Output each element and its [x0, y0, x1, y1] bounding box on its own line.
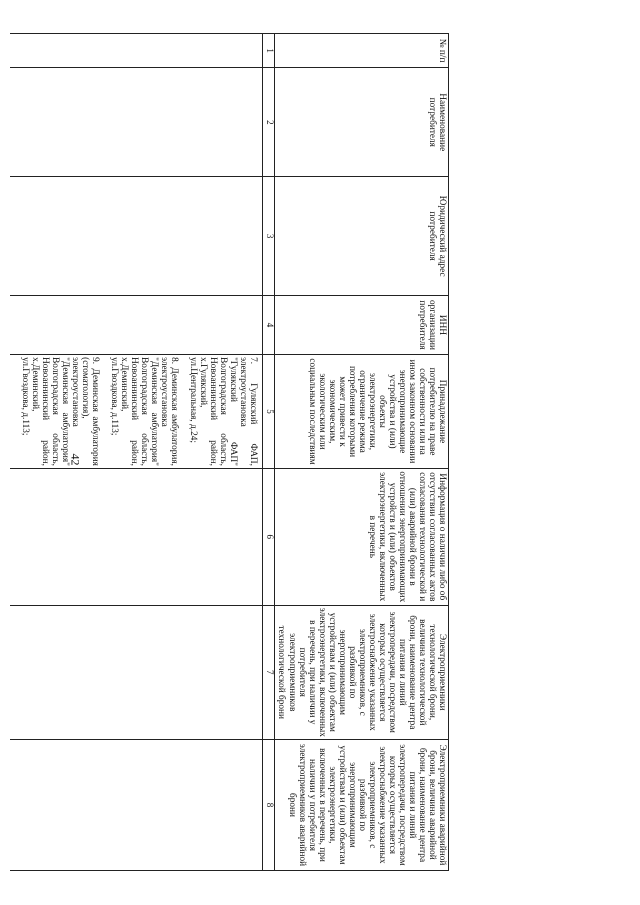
- header-consumer-name: Наименование потребителя: [275, 68, 449, 177]
- body-cell-empty: [10, 468, 263, 605]
- header-row: [275, 34, 449, 871]
- col-number: 1: [263, 34, 275, 68]
- body-cell-empty: [10, 34, 263, 68]
- entry-7: 7. Гулякский ФАП, электроустановка "Гулякский ФАП" Волгоградская область, Новоаннинский район, х.Гулякский, ул.Центральная, д.24;: [188, 357, 259, 466]
- table-body-row: [10, 34, 263, 871]
- body-cell-empty: [10, 739, 263, 870]
- header-emergency-reserve: Электроприемники аварийной брони, величина аварийной брони, наименование центра питания и линий электропередачи, посредством которых осуществляется электроснабжение указанных электроприемников, с разбивкой по энергопринимающим устройствам и (или) объектам электроэнергетики, включенных в перечень, при наличии у потребителя электроприемников аварийной брони: [275, 739, 449, 870]
- header-num: № п/п: [275, 34, 449, 68]
- column-number-row: [263, 34, 275, 871]
- entry-9: 9. Деминская амбулатория (стоматология), электроустановка "Деминская амбулатория" Волгоградская область, Новоаннинский район, х.Деминский, ул.Гвоздкова, д.113;: [19, 357, 101, 466]
- body-cell-entries: [10, 355, 263, 469]
- body-cell-empty: [10, 177, 263, 295]
- header-tech-reserve: Электроприемники технологической брони, величина технологической брони, наименование центра питания и линий электропередачи, посредством которых осуществляется электроснабжение указанных электроприемников, с разбивкой по энергопринимающим устройствам и (или) объектам электроэнергетики, включенных в перечень, при наличии у потребителя электроприемников технологической брони: [275, 605, 449, 739]
- entry-8: 8. Деминская амбулатория, электроустановка "Деминская амбулатория" Волгоградская область, Новоаннинский район, х.Деминский, ул.Гвоздкова, д.113;: [109, 357, 180, 466]
- body-cell-empty: [10, 605, 263, 739]
- col-number: 7: [263, 605, 275, 739]
- body-cell-empty: [10, 295, 263, 354]
- body-cell-empty: [10, 68, 263, 177]
- col-number: 8: [263, 739, 275, 870]
- header-inn: ИНН организации потребителя: [275, 295, 449, 354]
- col-number: 6: [263, 468, 275, 605]
- page-number: 42: [68, 453, 83, 466]
- header-ownership: Принадлежание потребителю на праве собственности или на ином законном основании энергопринимающие устройства и (или) объекты электроэнергетики, ограничение режима потребления которыми может привести к экономическим, экологическим или социальным последствиям: [275, 355, 449, 469]
- col-number: 3: [263, 177, 275, 295]
- col-number: 5: [263, 355, 275, 469]
- col-number: 4: [263, 295, 275, 354]
- header-legal-address: Юридический адрес потребителя: [275, 177, 449, 295]
- consumer-table: [10, 33, 449, 871]
- col-number: 2: [263, 68, 275, 177]
- header-reserve-info: Информация о наличии либо об отсутствии согласованных актов согласования технологической и (или) аварийной брони в отношении энергопринимающих устройств и (или) объектов электроэнергетики, включенных в перечень: [275, 468, 449, 605]
